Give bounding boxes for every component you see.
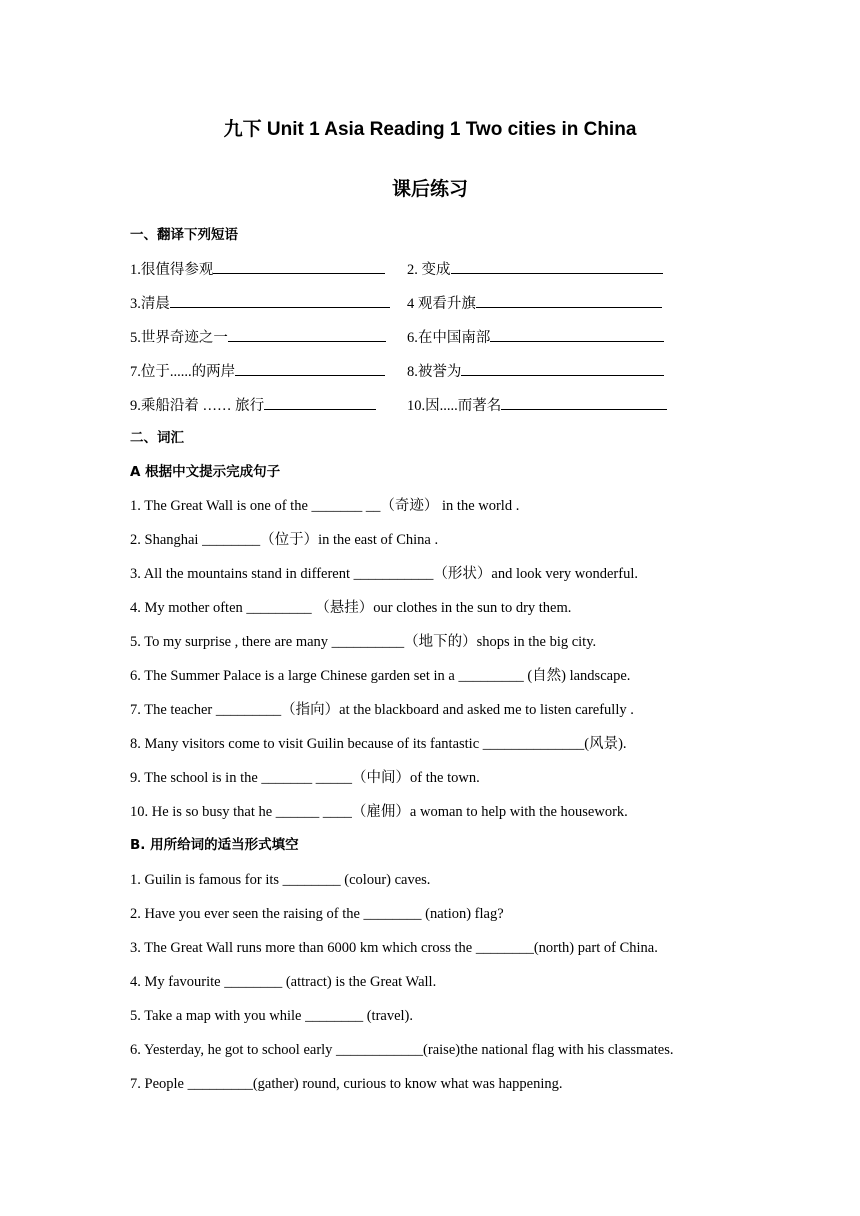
exercise-item: 3. The Great Wall runs more than 6000 km which cross the ________(north) part of China. <box>130 940 658 956</box>
exercise-item: 5. Take a map with you while ________ (travel). <box>130 1008 414 1024</box>
exercise-item: 10. He is so busy that he ______ ____（雇佣）a woman to help with the housework. <box>130 804 628 820</box>
exercise-item: 6. The Summer Palace is a large Chinese garden set in a _________ (自然) landscape. <box>130 668 631 684</box>
exercise-item: 1. The Great Wall is one of the _______ __（奇迹） in the world . <box>130 498 520 514</box>
answer-blank[interactable] <box>235 361 385 376</box>
phrase-row <box>407 327 664 347</box>
exercise-item: 7. The teacher _________（指向）at the blackboard and asked me to listen carefully . <box>130 702 634 718</box>
phrase-left: 9.乘船沿着 …… 旅行 <box>130 398 265 414</box>
exercise-item: 5. To my surprise , there are many __________（地下的）shops in the big city. <box>130 634 597 650</box>
phrase-row <box>130 293 390 313</box>
phrase-row <box>130 361 385 381</box>
answer-blank[interactable] <box>490 327 664 342</box>
answer-blank[interactable] <box>170 293 390 308</box>
phrase-row <box>407 395 667 415</box>
exercise-item: 6. Yesterday, he got to school early ____________(raise)the national flag with his classmates. <box>130 1042 674 1058</box>
exercise-item: 9. The school is in the _______ _____（中间）of the town. <box>130 770 480 786</box>
answer-blank[interactable] <box>501 395 667 410</box>
exercise-item: 2. Shanghai ________（位于）in the east of China . <box>130 532 439 548</box>
answer-blank[interactable] <box>213 259 385 274</box>
section1-heading: 一、翻译下列短语 <box>130 227 238 243</box>
answer-blank[interactable] <box>461 361 664 376</box>
phrase-row <box>407 259 663 279</box>
phrase-left: 3.清晨 <box>130 296 170 312</box>
partB-heading: B. 用所给词的适当形式填空 <box>130 837 299 853</box>
exercise-item: 3. All the mountains stand in different ___________（形状）and look very wonderful. <box>130 566 638 582</box>
section2-heading: 二、词汇 <box>130 430 184 446</box>
exercise-item: 2. Have you ever seen the raising of the ________ (nation) flag? <box>130 906 504 922</box>
page-subtitle: 课后练习 <box>391 178 468 200</box>
partA-heading: A 根据中文提示完成句子 <box>130 464 281 480</box>
exercise-item: 4. My favourite ________ (attract) is the Great Wall. <box>130 974 437 990</box>
exercise-item: 4. My mother often _________ （悬挂）our clothes in the sun to dry them. <box>130 600 572 616</box>
phrase-row <box>407 293 662 313</box>
phrase-row <box>130 395 376 415</box>
phrase-right: 10.因.....而著名 <box>407 398 502 414</box>
phrase-row <box>130 327 386 347</box>
phrase-left: 1.很值得参观 <box>130 262 214 278</box>
answer-blank[interactable] <box>228 327 386 342</box>
exercise-item: 8. Many visitors come to visit Guilin because of its fantastic ______________(风景). <box>130 736 627 752</box>
phrase-row <box>407 361 664 381</box>
phrase-right: 8.被誉为 <box>407 364 462 380</box>
phrase-right: 2. 变成 <box>407 262 451 278</box>
answer-blank[interactable] <box>451 259 663 274</box>
phrase-right: 4 观看升旗 <box>407 296 476 312</box>
answer-blank[interactable] <box>264 395 376 410</box>
exercise-item: 1. Guilin is famous for its ________ (colour) caves. <box>130 872 431 888</box>
phrase-left: 5.世界奇迹之一 <box>130 330 228 346</box>
phrase-row <box>130 259 385 279</box>
answer-blank[interactable] <box>476 293 662 308</box>
phrase-right: 6.在中国南部 <box>407 330 491 346</box>
page-title: 九下 Unit 1 Asia Reading 1 Two cities in China <box>223 119 637 140</box>
exercise-item: 7. People _________(gather) round, curious to know what was happening. <box>130 1076 563 1092</box>
phrase-left: 7.位于......的两岸 <box>130 364 236 380</box>
